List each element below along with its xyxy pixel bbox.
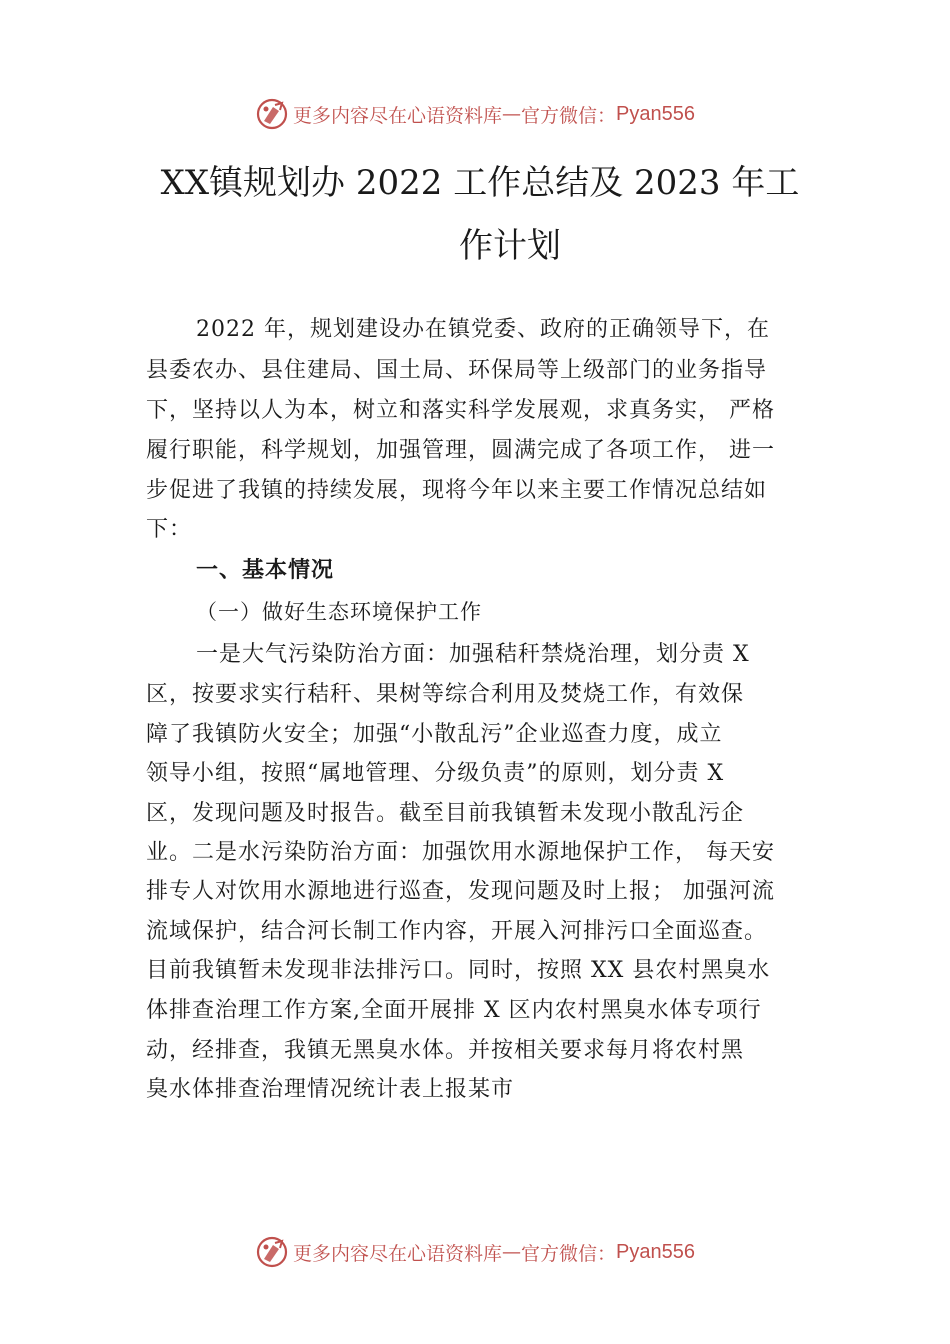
- watermark-banner-bottom: [0, 1232, 950, 1272]
- body-line: 县委农办、县住建局、国土局、环保局等上级部门的业务指导: [146, 358, 768, 383]
- section-body-line: 领导小组，按照“属地管理、分级负责”的原则，划分责 X: [146, 761, 725, 786]
- watermark-wechat-label: 官方微信：: [521, 1242, 617, 1265]
- body-line: 下，坚持以人为本，树立和落实科学发展观，求真务实， 严格: [146, 398, 775, 423]
- body-line: 2022 年，规划建设办在镇党委、政府的正确领导下，在: [196, 317, 770, 342]
- section-body-line: 一是大气污染防治方面：加强秸秆禁烧治理，划分责 X: [196, 642, 750, 667]
- watermark-wechat-label: 官方微信：: [521, 104, 617, 127]
- section-body-line: 排专人对饮用水源地进行巡查，发现问题及时上报； 加强河流: [146, 879, 775, 904]
- body-line: 下：: [146, 517, 193, 542]
- watermark-dash: —: [502, 103, 522, 125]
- watermark-logo-icon: [255, 97, 289, 131]
- section-body-line: 臭水体排查治理情况统计表上报某市: [146, 1077, 515, 1102]
- section-body-line: 区，发现问题及时报告。截至目前我镇暂未发现小散乱污企: [146, 801, 745, 826]
- body-line: 履行职能，科学规划，加强管理，圆满完成了各项工作， 进一: [146, 438, 775, 463]
- document-title-line2: 作计划: [459, 226, 561, 266]
- section-body-line: 业。二是水污染防治方面：加强饮用水源地保护工作， 每天安: [146, 840, 775, 865]
- watermark-logo-icon: [255, 1235, 289, 1269]
- section-body-line: 动，经排查，我镇无黑臭水体。并按相关要求每月将农村黑: [146, 1038, 745, 1063]
- document-title-line1: XX镇规划办 2022 工作总结及 2023 年工: [160, 163, 800, 203]
- section-heading: 一、基本情况: [196, 558, 335, 583]
- watermark-wechat-id: Pyan556: [616, 102, 695, 125]
- section-body-line: 障了我镇防火安全；加强“小散乱污”企业巡查力度，成立: [146, 722, 723, 747]
- subsection-heading: （一）做好生态环境保护工作: [196, 600, 482, 624]
- section-body-line: 区，按要求实行秸秆、果树等综合利用及焚烧工作，有效保: [146, 682, 745, 707]
- watermark-dash: —: [502, 1241, 522, 1263]
- watermark-wechat-id: Pyan556: [616, 1240, 695, 1263]
- section-body-line: 目前我镇暂未发现非法排污口。同时，按照 XX 县农村黑臭水: [146, 958, 771, 983]
- section-body-line: 流域保护，结合河长制工作内容，开展入河排污口全面巡查。: [146, 919, 768, 944]
- section-body-line: 体排查治理工作方案,全面开展排 X 区内农村黑臭水体专项行: [146, 998, 762, 1023]
- watermark-main-text: 更多内容尽在心语资料库: [293, 104, 503, 127]
- body-line: 步促进了我镇的持续发展，现将今年以来主要工作情况总结如: [146, 478, 768, 503]
- watermark-main-text: 更多内容尽在心语资料库: [293, 1242, 503, 1265]
- watermark-banner-top: [0, 94, 950, 134]
